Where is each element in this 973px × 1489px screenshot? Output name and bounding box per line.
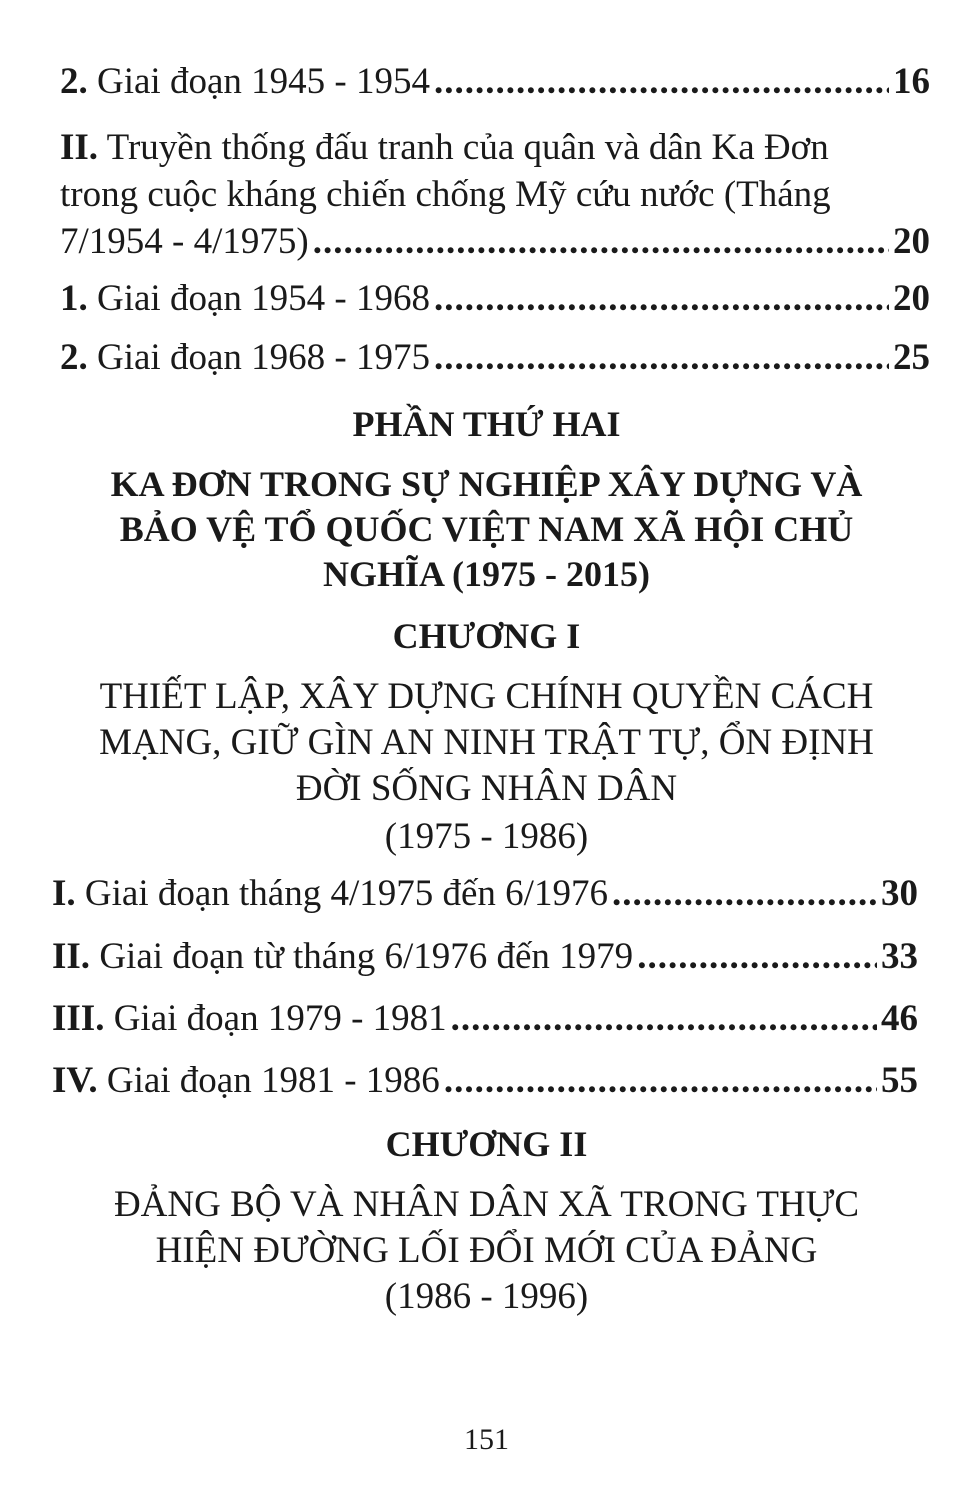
section-ii-text-1: Truyền thống đấu tranh của quân và dân Ka Đơn bbox=[106, 127, 829, 168]
toc-entry-title: Giai đoạn 1945 - 1954 bbox=[97, 61, 430, 102]
toc-entry bbox=[52, 933, 918, 981]
page-number: 151 bbox=[464, 1423, 509, 1456]
chapter-title-line: ĐẢNG BỘ VÀ NHÂN DÂN XÃ TRONG THỰC bbox=[113, 1184, 860, 1225]
toc-entry bbox=[52, 1057, 918, 1105]
toc-entry-page: 20 bbox=[893, 278, 930, 319]
chapter-title bbox=[0, 1180, 973, 1322]
toc-entry-title: Giai đoạn tháng 4/1975 đến 6/1976 bbox=[84, 873, 608, 914]
chapter-label: CHƯƠNG I bbox=[392, 616, 581, 656]
toc-entry-page: 25 bbox=[893, 337, 930, 378]
dot-leader bbox=[434, 58, 889, 106]
toc-entry-page: 16 bbox=[893, 61, 930, 102]
part-title bbox=[0, 462, 973, 597]
chapter-title-line: MẠNG, GIỮ GÌN AN NINH TRẬT TỰ, ỔN ĐỊNH bbox=[99, 722, 874, 763]
toc-entry bbox=[60, 334, 930, 382]
dot-leader bbox=[451, 995, 877, 1043]
dot-leader bbox=[313, 218, 889, 265]
toc-entry-page: 30 bbox=[881, 873, 918, 914]
chapter-title-line: ĐỜI SỐNG NHÂN DÂN bbox=[295, 768, 678, 809]
toc-entry-number: II. bbox=[60, 127, 99, 168]
chapter-title-line: (1986 - 1996) bbox=[384, 1276, 589, 1317]
dot-leader bbox=[434, 275, 889, 323]
section-ii-line-3 bbox=[60, 218, 930, 265]
toc-entry-title: Giai đoạn từ tháng 6/1976 đến 1979 bbox=[99, 936, 634, 977]
toc-entry-number: III. bbox=[52, 998, 105, 1039]
toc-entry-title: Giai đoạn 1954 - 1968 bbox=[97, 278, 430, 319]
chapter-title bbox=[0, 672, 973, 862]
toc-entry-number: 2. bbox=[60, 61, 88, 102]
part-title-line: BẢO VỆ TỔ QUỐC VIỆT NAM XÃ HỘI CHỦ bbox=[119, 509, 854, 549]
toc-entry-number: IV. bbox=[52, 1060, 98, 1101]
toc-entry-number: II. bbox=[52, 936, 91, 977]
chapter-label: CHƯƠNG II bbox=[385, 1124, 588, 1164]
toc-entry-page: 55 bbox=[881, 1060, 918, 1101]
toc-entry-page: 33 bbox=[881, 936, 918, 977]
toc-entry bbox=[60, 58, 930, 106]
part-title-line: NGHĨA (1975 - 2015) bbox=[323, 554, 650, 594]
section-ii-line-2: trong cuộc kháng chiến chống Mỹ cứu nước (Tháng bbox=[60, 174, 831, 215]
chapter-title-line: (1975 - 1986) bbox=[384, 816, 589, 857]
toc-entry-title: Giai đoạn 1981 - 1986 bbox=[106, 1060, 440, 1101]
section-ii-line-1 bbox=[60, 124, 915, 171]
toc-entry-section-ii bbox=[60, 124, 930, 265]
toc-entry bbox=[52, 995, 918, 1043]
toc-entry bbox=[52, 870, 918, 918]
part-label: PHẦN THỨ HAI bbox=[352, 404, 621, 444]
dot-leader bbox=[434, 334, 889, 382]
toc-entry-page: 20 bbox=[893, 221, 930, 262]
toc-entry-number: I. bbox=[52, 873, 76, 914]
toc-entry-page: 46 bbox=[881, 998, 918, 1039]
dot-leader bbox=[637, 933, 877, 981]
toc-entry-title: Giai đoạn 1968 - 1975 bbox=[97, 337, 430, 378]
part-title-line: KA ĐƠN TRONG SỰ NGHIỆP XÂY DỰNG VÀ bbox=[110, 464, 863, 504]
chapter-title-line: HIỆN ĐƯỜNG LỐI ĐỔI MỚI CỦA ĐẢNG bbox=[155, 1230, 818, 1271]
dot-leader bbox=[444, 1057, 877, 1105]
toc-entry-title: Giai đoạn 1979 - 1981 bbox=[113, 998, 447, 1039]
toc-entry bbox=[60, 275, 930, 323]
chapter-title-line: THIẾT LẬP, XÂY DỰNG CHÍNH QUYỀN CÁCH bbox=[99, 676, 874, 717]
toc-entry-number: 1. bbox=[60, 278, 88, 319]
toc-entry-number: 2. bbox=[60, 337, 88, 378]
dot-leader bbox=[612, 870, 877, 918]
section-ii-text-3: 7/1954 - 4/1975) bbox=[60, 221, 309, 262]
